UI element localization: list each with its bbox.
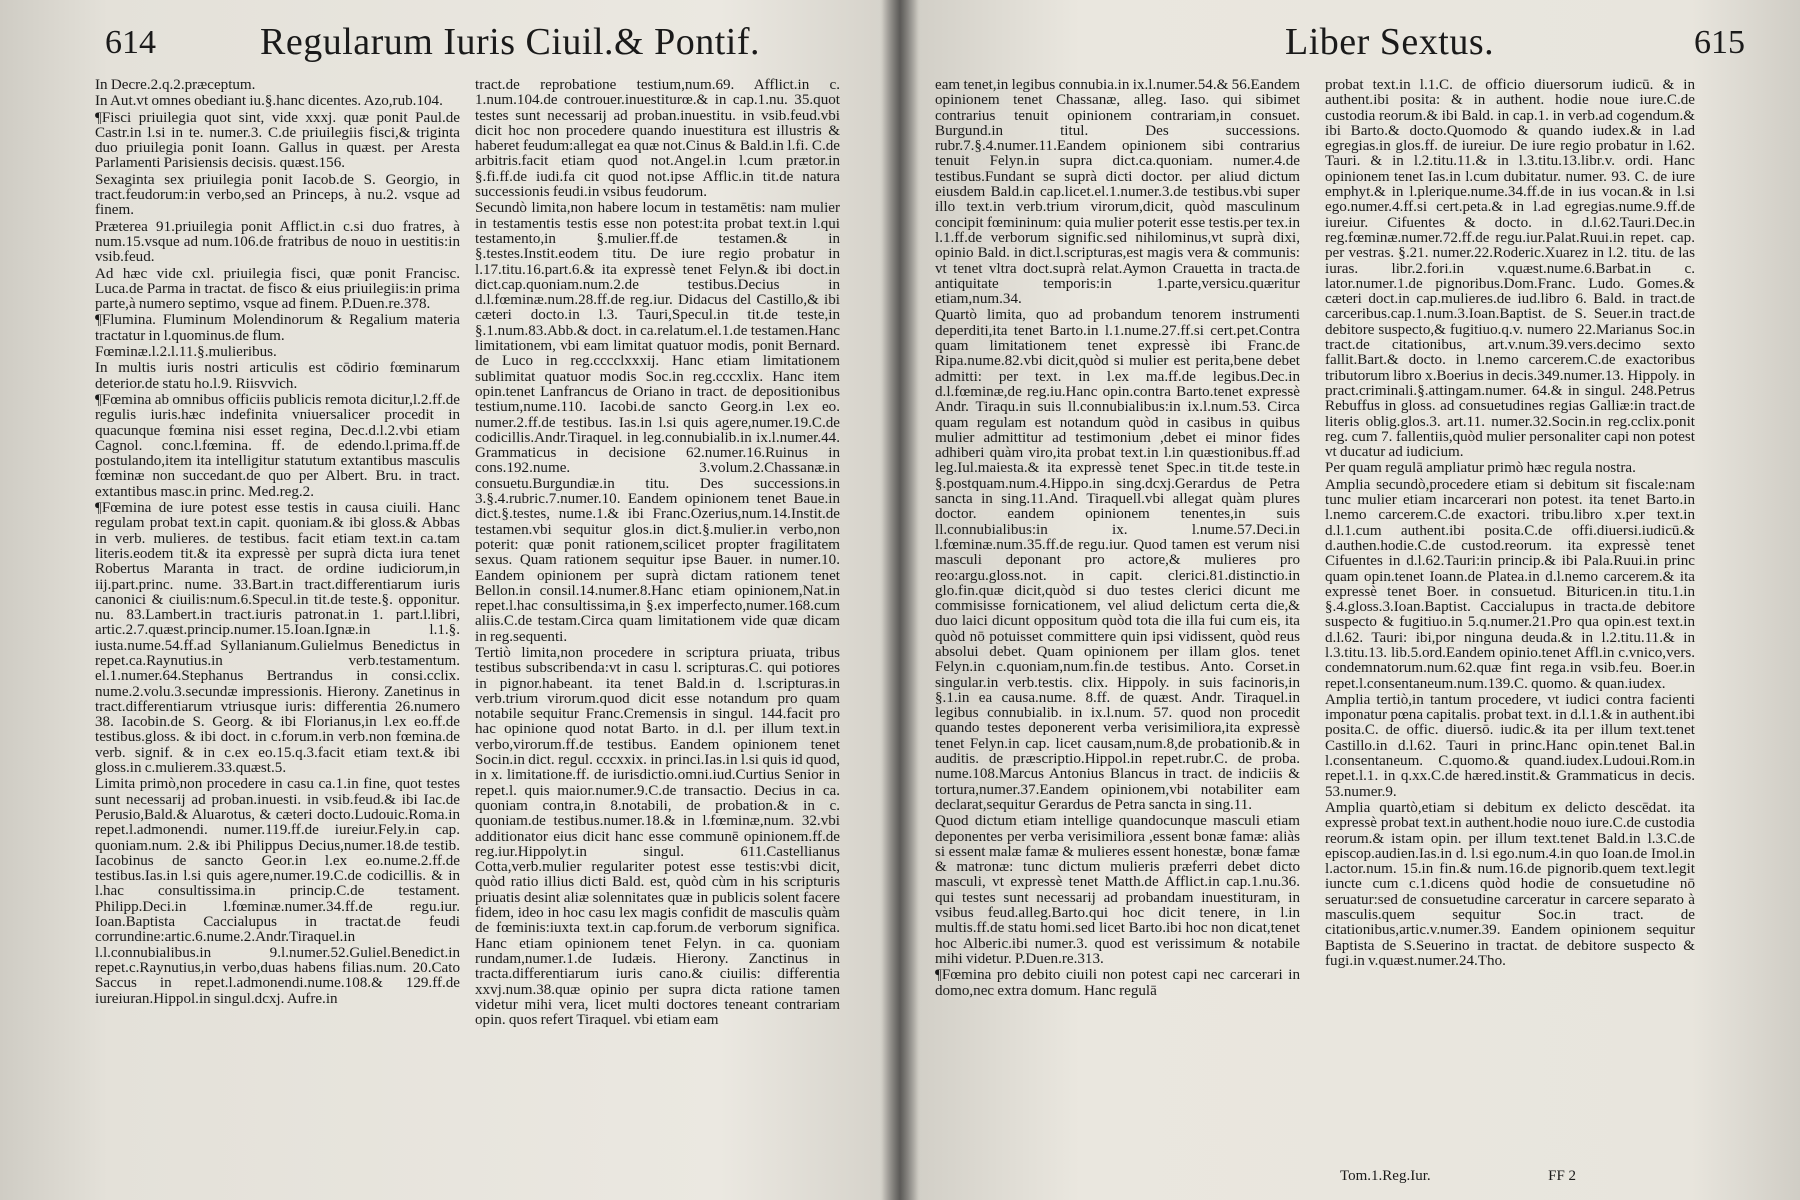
signature-mark — [1340, 1168, 1576, 1185]
paragraph: Per quam regulā ampliatur primò hæc regula nostra. — [1325, 460, 1636, 477]
paragraph: ¶Fœmina de iure potest esse testis in causa ciuili. Hanc regulam probat text.in capit. quoniam.& ibi gloss.& Abbas in verb. mulieres. de testibus. facit etiam text.in ca.tam literis.eodem tit.& ita expressè per suprà dicta iura tenet Robertus Maranta in tract. de ordine iudiciorum,in iij.part.princ. nume. 33.Bart.in tract.differentiarum iuris canonici & ciuilis:num.6.Specul.in tit.de teste.§. opponitur. nu. 83.Lambert.in tract.iuris patronat.in 1. part.l.libri, artic.2.7.quæst.princip.numer.15.Ioan.Ignæ.in l.1.§. iusta.nume.54.ff.ad Syllanianum.Gulielmus Benedictus in repet.ca.Raynutius.in verb.testamentum. el.1.numer.64.Stephanus Bertrandus in consi.cclix. nume.2.volu.3.secundæ impressionis. Hierony. Zanetinus in tract.differentiarum vtriusque iuris: differentia 26.numero 38. Iacobin.de S. Georg. & ibi Florianus,in l.ex eo.ff.de testibus.gloss. & ibi doct. in c.forum.in verb.non fœmina.de verb. signif. & in c.ex eo.15.q.3.facit etiam text.& ibi gloss.in c.mulierem.33.quæst.5. — [95, 500, 460, 777]
paragraph: In Decre.2.q.2.præceptum. — [95, 78, 256, 93]
right-column-2 — [1325, 78, 1695, 1058]
left-page — [0, 0, 895, 1200]
paragraph: ¶Fœmina pro debito ciuili non potest capi nec carcerari in domo,nec extra domum. Hanc regulā — [935, 967, 1300, 999]
left-column-1 — [95, 78, 460, 1123]
paragraph: Amplia quartò,etiam si debitum ex delicto descēdat. ita expressè probat text.in authent.hodie nouo iure.C.de custodia reorum.& istam opin. per illum text.tenet Bald.in l.3.C.de episcop.audien.Ias.in d. l.si ego.num.4.in quo Ioan.de Imol.in l.actor.num. 15.in fin.& num.16.de pignorib.quem text.legit iuncte cum c.1.dicens quòd hodie de consuetudine nō seruatur:sed de consuetudine carceratur in carcere separato à masculis.quem sequitur Soc.in tract. de citationibus,artic.v.numer.39. Eandem opinionem sequitur Baptista de S.Seuerino in tractat. de debitore suspecto & fugi.in v.quæst.numer.24.Tho. — [1325, 799, 1695, 969]
paragraph: tract.de reprobatione testium,num.69. Afflict.in c. 1.num.104.de controuer.inuestiturœ.& in cap.1.nu. 35.quot testes sunt necessarij ad proban.inuestitu. in vsib.feud.vbi dicit hoc non procedere quando inuestitura est illustris & haberet feudum:allegat ea quæ not.Cinus & Bald.in l.fi. C.de arbitris.facit etiam quod not.Angel.in l.cum prætor.in §.fi.ff.de iudi.fa cit quod not.ipse Afflic.in tit.de natura successionis feudi.in vsibus feudorum. — [475, 78, 840, 201]
paragraph: Tertiò limita,non procedere in scriptura priuata, tribus testibus subscribenda:vt in casu l. scripturas.C. qui potiores in pignor.habeant. ita tenet Bald.in d. l.scripturas.in verb.trium virorum.quod dicit esse notandum pro quam notabile sequitur Franc.Cremensis in singul. 144.facit pro hac opinione quod notat Barto. in d.l. per illum text.in verbo,virorum.ff.de testibus. Eandem opinionem tenet Socin.in dict. regul. cccxxix. in princi.Ias.in l.si quis id quod, in x. limitatione.ff. de iurisdictio.omni.iud.Curtius Senior in repet.l. quis maior.numer.9.C.de transactio. Decius in ca. quoniam contra,in 8.notabili, de probation.& in c. quoniam.de testibus.numer.18.& in l.fœminæ,num. 32.vbi additionator eius dicit hanc esse communē opinionem.ff.de reg.iur.Hippolyt.in singul. 611.Castellianus Cotta,verb.mulier regulariter potest esse testis:vbi dicit, quòd ratio illius dicti Bald. est, quòd cùm in his scripturis priuatis desint aliæ solennitates quæ in publicis solent facere fidem, ideo in hoc casu lex magis confidit de masculis quàm de fœminis:iuxta text.in cap.forum.de verborum significa. Hanc etiam opinionem tenet Felyn. in ca. quoniam rundam,numer.1.de Iudæis. Hierony. Zanctinus in tracta.differentiarum iuris cano.& ciuilis: differentia xxvj.num.38.quæ opinio per supra dicta ratione tamen videtur mihi vera, licet multi doctores teneant contrariam opin. quos refert Tiraquel. vbi etiam eam — [475, 644, 840, 1029]
paragraph: Secundò limita,non habere locum in testamētis: nam mulier in testamentis testis esse non potest:ita probat text.in l.qui testamento,in §.mulier.ff.de testamen.& in §.testes.Instit.eodem titu. De iure regio probatur in l.17.titu.16.part.6.& ita expressè tenet Felyn.& ibi doct.in dict.cap.quoniam.num.2.de testibus.Decius in d.l.fœminæ.num.28.ff.de reg.iur. Didacus del Castillo,& ibi cæteri docto.in l.3. Tauri,Specul.in tit.de teste,in §.1.num.83.Abb.& doct. in ca.relatum.el.1.de testamen.Hanc limitationem, vbi eam limitat quatuor modis, ponit Bernard. de Luco in reg.cccclxxxij. Hanc etiam limitationem sublimitat quatuor modis Soc.in reg.cccxlix. Hanc item opin.tenet Lanfrancus de Oriano in tract. de depositionibus testium,nume.110. Iacobi.de sancto Georg.in l.ex eo. numer.2.ff.de testibus. Ias.in l.si quis agere,numer.19.C.de codicillis.Andr.Tiraquel. in leg.connubialib.in ix.l.numer.44. Grammaticus in decisione 62.numer.16.Ruinus in cons.192.nume. 3.volum.2.Chassanæ.in consuetu.Burgundiæ.in titu. Des successions.in 3.§.4.rubric.7.numer.10. Eandem opinionem tenet Baue.in dict.§.testes, nume.1.& ibi Franc.Ozerius,num.14.Instit.de testamen.vbi sequitur glos.in dict.§.mulier.in verbo,non poterit: quæ ponit rationem,scilicet propter fragilitatem sexus. Quam rationem sequitur ipse Bauer. in numer.10. Eandem opinionem per suprà dictam rationem tenet Bellon.in consil.14.numer.8.Hanc etiam opinionem,Nat.in repet.l.hac consultissima,in §.ex imperfecto,numer.168.cum aliis.C.de testam.Circa quam limitationem vide quæ dicam in reg.sequenti. — [475, 200, 840, 645]
paragraph: Præterea 91.priuilegia ponit Afflict.in c.si duo fratres, à num.15.vsque ad num.106.de fratribus de nouo in uestitis:in vsib.feud. — [95, 218, 460, 266]
volume-signature: Tom.1.Reg.Iur. — [1340, 1168, 1431, 1184]
paragraph: Limita primò,non procedere in casu ca.1.in fine, quot testes sunt necessarij ad proban.inuesti. in vsib.feud.& ibi Iac.de Perusio,Bald.& Aluarotus, & cæteri docto.Ludouic.Roma.in repet.l.admonendi. numer.119.ff.de iureiur.Fely.in cap. quoniam.num. 2.& ibi Philippus Decius,numer.18.de testib. Iacobinus de sancto Geor.in l.ex eo.nume.2.ff.de testibus.Ias.in l.si quis agere,numer.19.C.de codicillis. & in l.hac consultissima.in princip.C.de testament. Philipp.Deci.in l.fœminæ.numer.34.ff.de regu.iur. Ioan.Baptista Caccialupus in tractat.de feudi corrundine:artic.6.nume.2.Andr.Tiraquel.in l.l.connubialibus.in 9.l.numer.52.Guliel.Benedict.in repet.c.Raynutius,in verbo,duas habens filias.num. 20.Cato Saccus in repet.l.admonendi.nume.108.& 129.ff.de iureiuran.Hippol.in singul.dcxj. Aufre.in — [95, 776, 460, 1007]
paragraph: Amplia tertiò,in tantum procedere, vt iudici contra facienti imponatur pœna capitalis. probat text. in d.l.1.& in authent.ibi posita.C. de offic. diuersō. iudic.& ita per illum text.tenet Castillo.in d.l.62. Tauri in princ.Hanc opin.tenet Bal.in l.consentaneum. C.quomo.& quand.iudex.Ludoui.Rom.in repet.l.1. in q.xx.C.de hæred.instit.& Grammaticus in decis. 53.numer.9. — [1325, 691, 1695, 800]
left-column-2 — [475, 78, 840, 1128]
right-column-1 — [935, 78, 1300, 1123]
page-number: 615 — [1694, 24, 1745, 61]
paragraph: eam tenet,in legibus connubia.in ix.l.numer.54.& 56.Eandem opinionem tenet Chassanæ, alleg. Iaso. qui sibimet contrarius tenuit opinionem contrariam,in consuet. Burgund.in titul. Des successions. rubr.7.§.4.numer.11.Eandem opinionem sibi contrarius tenuit Felyn.in supra dict.ca.quoniam. numer.4.de testibus.Fundant se suprà dicti doctor. per aliud dictum eiusdem Bald.in cap.licet.el.1.numer.3.de testibus.vbi super illo text.in verb.trium virorum,dicit, quòd masculinum concipit fœmininum: quia mulier poterit esse testis.per tex.in l.1.ff.de verborum signific.sed nihilominus,vt suprà dixi, opinio Bald. in dict.l.scripturas,est magis vera & communis: vt tenet vltra doct.suprà relat.Aymon Crauetta in tracta.de antiquitate temporis:in 1.parte,versicu.quæritur etiam,num.34. — [935, 78, 1300, 308]
paragraph: Ad hæc vide cxl. priuilegia fisci, quæ ponit Francisc. Luca.de Parma in tractat. de fisco & eius priuilegiis:in prima parte,à numero septimo, vsque ad finem. P.Duen.re.378. — [95, 265, 460, 313]
paragraph: Sexaginta sex priuilegia ponit Iacob.de S. Georgio, in tract.feudorum:in verbo,sed an Princeps, à nu.2. vsque ad finem. — [95, 171, 460, 219]
paragraph: Quod dictum etiam intellige quandocunque masculi etiam deponentes per verba verisimiliora ,essent bonæ famæ: aliàs si essent malæ famæ & mulieres essent honestæ, bonæ famæ & matronæ: tunc dictum mulieris præferri debet dicto masculi, vt expressè tenet Matth.de Afflict.in cap.1.nu.36. qui testes sunt necessarij ad probandam inuestituram, in vsibus feud.alleg.Barto.qui hoc dicit tenere, in l.in multis.ff.de statu homi.sed licet Barto.ibi hoc non dicat,tenet hoc Alberic.ibi numer.3. quod est verissimum & notabile mihi videtur. P.Duen.re.313. — [935, 813, 1300, 967]
page-number: 614 — [105, 24, 156, 61]
right-page — [905, 0, 1800, 1200]
left-page-header — [105, 18, 865, 74]
paragraph: In Aut.vt omnes obediant iu.§.hanc dicentes. Azo,rub.104. — [95, 93, 443, 110]
paragraph: ¶Fœmina ab omnibus officiis publicis remota dicitur,l.2.ff.de regulis iuris.hæc indefinita vniuersalicer procedit in quacunque fœmina nisi esset regina, Dec.d.l.2.vbi etiam Cagnol. conc.l.fœmina. ff. de edendo.l.prima.ff.de postulando,item ita intelligitur statutum extantibus masculis fœminæ non succedant.de quo per Albert. Bru. in tract. extantibus masc.in princ. Med.reg.2. — [95, 391, 460, 500]
paragraph: Amplia secundò,procedere etiam si debitum sit fiscale:nam tunc mulier etiam incarcerari non potest. ita tenet Barto.in l.nemo carcerem.C.de exactori. tribu.libro x.per text.in d.l.1.cum authent.ibi posita.C.de offi.diuersi.iudicū.& d.authen.hodie.C.de custod.reorum. ita expressè tenet Cifuentes in d.l.62.Tauri:in princip.& ibi Pala.Ruui.in princ quam opin.tenet Ioann.de Platea.in d.l.nemo carcerem.& ita expressè tenet Boer. in consuetud. Bituricen.in titu.1.in §.4.gloss.3.Ioan.Baptist. Caccialupus in tracta.de debitore suspecto & fugitiuo.in 5.q.numer.21.Pro qua opin.est text.in d.l.62. Tauri: ibi,por ninguna deuda.& in l.2.titu.11.& in l.3.titu.13. lib.5.ord.Eandem opinio.tenet Affl.in c.vnico,vers. condemnatorum.num.62.quæ fint rega.in vsib.feu. Boer.in repet.l.consentaneum.num.139.C. quomo. & quan.iudex. — [1325, 476, 1695, 692]
paragraph: Fœminæ.l.2.l.11.§.mulieribus. — [95, 344, 277, 361]
running-title: Liber Sextus. — [1285, 21, 1495, 63]
paragraph: probat text.in l.1.C. de officio diuersorum iudicū. & in authent.ibi posita: & in authent. hodie noue iure.C.de custodia reorum.& ibi Bald. in cap.1. in verb.ad cogendum.& ibi Barto.& docto.Quomodo & quando iudex.& in l.ad egregias.in glos.ff. de iureiur. De iure regio probatur in l.62. Tauri. & in l.2.titu.11.& in l.3.titu.13.libr.v. ordi. Hanc opinionem tenet Ias.in l.cum dubitatur. numer. 93. C. de iure emphyt.& in l.plerique.nume.34.ff.de in ius vocan.& in l.si ego.numer.4.ff.si cert.peta.& in l.ad egregias.nume.9.ff.de iureiur. Cifuentes & docto. in d.l.62.Tauri.Dec.in reg.fœminæ.numer.72.ff.de regu.iur.Palat.Ruui.in repet. cap. per vestras. §.21. numer.22.Roderic.Xuarez in l.2. titu. de las iuras. libr.2.fori.in v.quæst.nume.6.Barbat.in c. lator.numer.1.de pignoribus.Dom.Franc. Ludo. Gomes.& cæteri doct.in cap.mulieres.de iud.libro 6. Bald. in tract.de carceribus.cap.1.num.3.Ioan.Baptist. de S. Seuer.in tract.de debitore suspecto,& fugitiuo.q.v. numero 22.Marianus Soc.in tract.de citationibus, art.v.num.39.vers.decimo sexto fallit.Bart.& docto. in l.nemo carcerem.C.de exactoribus tributorum libro x.Boerius in decis.349.numer.13. Hippoly. in pract.criminali.§.attingam.numer. 64.& in singul. 248.Petrus Rebuffus in gloss. ad consuetudines regias Galliæ:in tract.de literis oblig.glos.3. art.11. numer.32.Socin.in reg.cclix.ponit reg. cum 7. fallentiis,quòd mulier personaliter capi non potest vt ducatur ad iudicium. — [1325, 78, 1695, 461]
paragraph: Quartò limita, quo ad probandum tenorem instrumenti deperditi,ita tenet Barto.in l.1.nume.27.ff.si cert.pet.Contra quam limitationem tenet expressè ibi Franc.de Ripa.nume.82.vbi dicit,quòd si mulier est perita,bene debet admitti: per text. in l.ex ma.ff.de legibus.Dec.in d.l.fœminæ,de reg.iu.Hanc opin.contra Barto.tenet expressè Andr. Tiraqu.in suis ll.connubialibus:in ix.l.num.53. Circa quam regulam est notandum quòd in casibus in quibus mulier admittitur ad testimonium ,debet ei minor fides adhiberi quàm viro,ita probat text.in l.in quæstionibus.ff.ad leg.Iul.maiesta.& ita expressè tenet Spec.in tit.de teste.in §.postquam.num.4.Hippo.in sing.dcxj.Gerardus de Petra sancta in sing.11.And. Tiraquell.vbi allegat quàm plures doctor. eandem opinionem tenentes,in suis ll.connubialibus:in ix. l.nume.57.Deci.in l.fœminæ.num.35.ff.de regu.iur. Quod tamen est verum nisi masculi deponant pro actore,& mulieres pro reo:argu.gloss.not. in capit. clerici.81.distinctio.in glo.fin.quæ dicit,quòd si duo testes clerici dicunt me commisisse fornicationem, vel aliud delictum certa die,& duo laici dicunt oppositum quòd tota die illa fui cum eis, ita quòd nō potuisset committere quin ipsi vidissent, quòd reus absolui debet. Quam opinionem per illam glos. tenet Felyn.in c.quoniam,num.fin.de testibus. Anto. Corset.in singular.in verb.testis. clix. Hippoly. in suis facinoris,in §.1.in ea causa.nume. 8.ff. de quæst. Andr. Tiraquel.in legibus connubialib. in ix.l.num. 57. quod non procedit quando testes deponerent verba verisimiliora,ita expressè tenet Felyn.in cap. licet causam,num.8,de probationib.& in auditis. de præscriptio.Hippol.in repet.rubr.C. de proba. nume.108.Marcus Antonius Blancus in tract. de indiciis & tortura,numer.37.Eandem opinionem,vbi notabiliter eam declarat,sequitur Gerardus de Petra sancta in sing.11. — [935, 307, 1300, 813]
paragraph: ¶Fisci priuilegia quot sint, vide xxxj. quæ ponit Paul.de Castr.in l.si in te. numer.3. C.de priuilegiis fisci,& triginta duo priuilegia ponit Ioann. Gallus in quæst. per Aresta Parlamenti Parisiensis decisis. quæst.156. — [95, 109, 460, 172]
right-page-header — [945, 18, 1745, 74]
running-title: Regularum Iuris Ciuil.& Pontif. — [260, 21, 760, 63]
paragraph: In multis iuris nostri articulis est cōdirio fœminarum deterior.de statu ho.l.9. Riisvvich. — [95, 360, 460, 392]
paragraph: ¶Flumina. Fluminum Molendinorum & Regalium materia tractatur in l.quominus.de flum. — [95, 312, 460, 344]
gathering-signature: FF 2 — [1548, 1168, 1577, 1184]
